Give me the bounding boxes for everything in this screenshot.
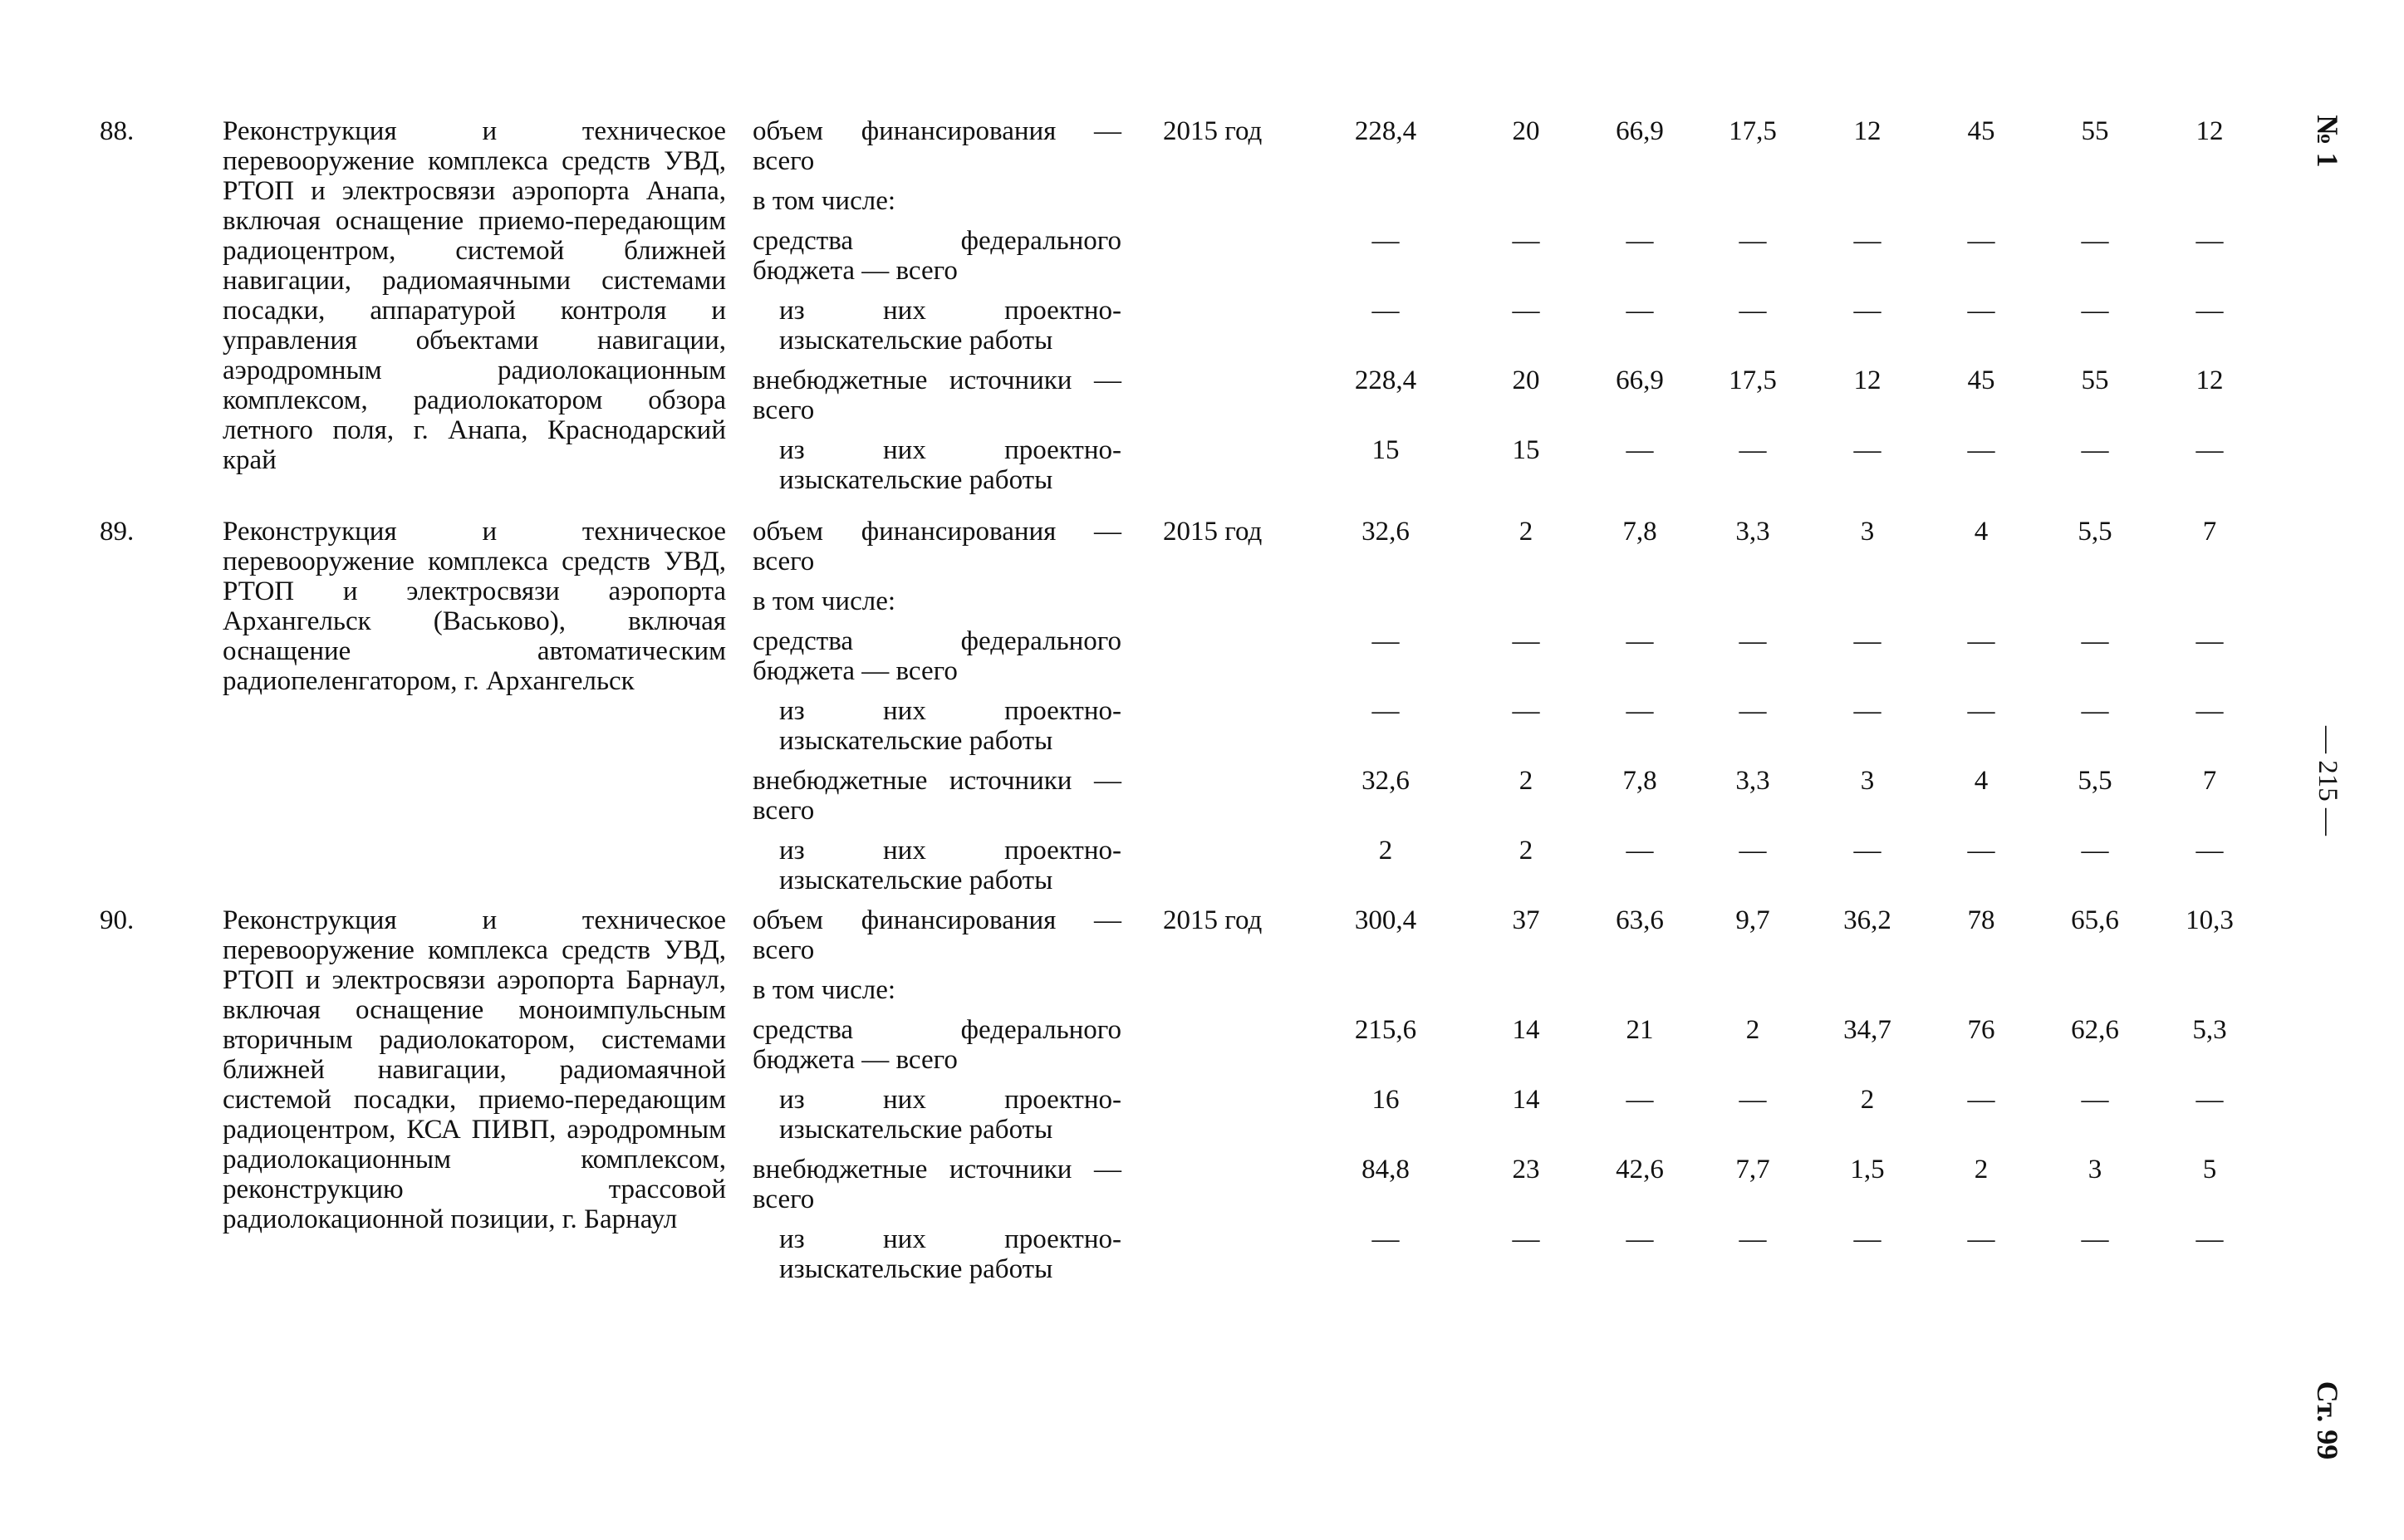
value-cell: 9,7	[1735, 905, 1770, 935]
value-cell: —	[1512, 226, 1540, 256]
value-cell: 215,6	[1354, 1015, 1417, 1045]
value-cell: —	[2081, 626, 2109, 656]
value-cell: —	[2195, 435, 2224, 465]
value-cell: 65,6	[2071, 905, 2119, 935]
value-cell: 23	[1512, 1155, 1540, 1184]
entry-number: 89.	[100, 517, 135, 547]
value-cell: —	[1967, 1224, 1995, 1254]
indicator-label: в том числе:	[753, 975, 896, 1005]
value-cell: —	[1626, 836, 1654, 866]
page-number: — 215 —	[2313, 726, 2343, 836]
value-cell: —	[2195, 226, 2224, 256]
value-cell: 36,2	[1843, 905, 1891, 935]
value-cell: 2	[1974, 1155, 1989, 1184]
value-cell: 12	[2195, 116, 2224, 146]
value-cell: 5,5	[2078, 766, 2112, 796]
entry-year: 2015 год	[1163, 116, 1263, 146]
article-number: Ст. 99	[2311, 1381, 2344, 1460]
value-cell: 62,6	[2071, 1015, 2119, 1045]
value-cell: 2	[1518, 836, 1533, 866]
value-cell: —	[1853, 296, 1881, 326]
indicator-label: объем финансирования — всего	[753, 116, 1121, 176]
value-cell: 37	[1512, 905, 1540, 935]
value-cell: —	[1512, 696, 1540, 726]
value-cell: 20	[1512, 365, 1540, 395]
value-cell: —	[1626, 1224, 1654, 1254]
value-cell: —	[2081, 435, 2109, 465]
value-cell: 7,8	[1622, 766, 1657, 796]
value-cell: —	[2195, 296, 2224, 326]
value-cell: —	[1626, 296, 1654, 326]
value-cell: 45	[1967, 365, 1995, 395]
value-cell: —	[2081, 696, 2109, 726]
value-cell: 5,5	[2078, 517, 2112, 547]
value-cell: 12	[1853, 365, 1881, 395]
value-cell: —	[1371, 626, 1400, 656]
entry-number: 90.	[100, 905, 135, 935]
value-cell: 63,6	[1616, 905, 1664, 935]
value-cell: —	[1371, 296, 1400, 326]
value-cell: 5,3	[2192, 1015, 2227, 1045]
value-cell: 66,9	[1616, 365, 1664, 395]
value-cell: —	[1739, 296, 1767, 326]
issue-number: № 1	[2311, 115, 2344, 168]
indicator-subrow-label: из них проектно-изыскательские работы	[779, 696, 1121, 756]
indicator-label: объем финансирования — всего	[753, 517, 1121, 576]
entry-number: 88.	[100, 116, 135, 146]
value-cell: —	[1739, 226, 1767, 256]
value-cell: —	[1967, 435, 1995, 465]
value-cell: —	[1626, 626, 1654, 656]
value-cell: 2	[1518, 766, 1533, 796]
value-cell: 300,4	[1354, 905, 1417, 935]
value-cell: 10,3	[2186, 905, 2234, 935]
value-cell: —	[1967, 696, 1995, 726]
value-cell: 3,3	[1735, 766, 1770, 796]
value-cell: 7,7	[1735, 1155, 1770, 1184]
entry-description: Реконструкция и техническое перевооружение комплекса средств УВД, РТОП и электросвязи аэропорта Анапа, включая оснащение приемо-передающим радиоцентром, системой ближней навигации, радиомаячными системами посадки, аппаратурой контроля и управления объектами навигации, аэродромным радиолокационным комплексом, радиолокатором обзора летного поля, г. Анапа, Краснодарский край	[223, 116, 726, 475]
value-cell: 15	[1512, 435, 1540, 465]
value-cell: 55	[2081, 365, 2109, 395]
value-cell: —	[1853, 626, 1881, 656]
value-cell: —	[1739, 435, 1767, 465]
value-cell: —	[2195, 1085, 2224, 1115]
value-cell: 17,5	[1729, 116, 1777, 146]
value-cell: 3	[1860, 766, 1875, 796]
value-cell: 21	[1626, 1015, 1654, 1045]
value-cell: —	[1626, 696, 1654, 726]
value-cell: —	[1739, 626, 1767, 656]
value-cell: —	[2081, 836, 2109, 866]
value-cell: —	[2195, 626, 2224, 656]
value-cell: 16	[1371, 1085, 1400, 1115]
value-cell: 5	[2202, 1155, 2217, 1184]
value-cell: 14	[1512, 1015, 1540, 1045]
value-cell: 228,4	[1354, 365, 1417, 395]
value-cell: —	[1739, 1224, 1767, 1254]
value-cell: 14	[1512, 1085, 1540, 1115]
indicator-label: внебюджетные источники — всего	[753, 365, 1121, 425]
value-cell: —	[1739, 1085, 1767, 1115]
value-cell: —	[1739, 836, 1767, 866]
value-cell: —	[2195, 836, 2224, 866]
indicator-subrow-label: из них проектно-изыскательские работы	[779, 1085, 1121, 1145]
value-cell: —	[2195, 696, 2224, 726]
value-cell: —	[1739, 696, 1767, 726]
value-cell: —	[2081, 1085, 2109, 1115]
value-cell: 15	[1371, 435, 1400, 465]
value-cell: —	[1967, 836, 1995, 866]
entry-year: 2015 год	[1163, 517, 1263, 547]
value-cell: 42,6	[1616, 1155, 1664, 1184]
value-cell: 12	[2195, 365, 2224, 395]
value-cell: 76	[1967, 1015, 1995, 1045]
value-cell: 2	[1745, 1015, 1760, 1045]
value-cell: —	[1853, 696, 1881, 726]
indicator-subrow-label: из них проектно-изыскательские работы	[779, 836, 1121, 895]
value-cell: —	[1853, 226, 1881, 256]
value-cell: —	[1371, 1224, 1400, 1254]
indicator-subrow-label: из них проектно-изыскательские работы	[779, 1224, 1121, 1284]
value-cell: 20	[1512, 116, 1540, 146]
indicator-label: внебюджетные источники — всего	[753, 766, 1121, 826]
value-cell: —	[1512, 626, 1540, 656]
value-cell: 2	[1378, 836, 1393, 866]
value-cell: 32,6	[1361, 517, 1410, 547]
value-cell: —	[1853, 1224, 1881, 1254]
value-cell: —	[1626, 1085, 1654, 1115]
indicator-label: средства федерального бюджета — всего	[753, 226, 1121, 286]
value-cell: 66,9	[1616, 116, 1664, 146]
value-cell: 45	[1967, 116, 1995, 146]
value-cell: 84,8	[1361, 1155, 1410, 1184]
value-cell: —	[1967, 296, 1995, 326]
value-cell: —	[1967, 226, 1995, 256]
value-cell: 228,4	[1354, 116, 1417, 146]
indicator-label: внебюджетные источники — всего	[753, 1155, 1121, 1214]
value-cell: 7	[2202, 766, 2217, 796]
value-cell: 7,8	[1622, 517, 1657, 547]
value-cell: 17,5	[1729, 365, 1777, 395]
indicator-label: в том числе:	[753, 586, 896, 616]
entry-year: 2015 год	[1163, 905, 1263, 935]
value-cell: 3,3	[1735, 517, 1770, 547]
entry-description: Реконструкция и техническое перевооружение комплекса средств УВД, РТОП и электросвязи аэропорта Барнаул, включая оснащение моноимпульсным вторичным радиолокатором, системами ближней навигации, радиомаячной системой посадки, приемо-передающим радиоцентром, КСА ПИВП, аэродромным радиолокационным комплексом, реконструкцию трассовой радиолокационной позиции, г. Барнаул	[223, 905, 726, 1234]
indicator-subrow-label: из них проектно-изыскательские работы	[779, 435, 1121, 495]
indicator-label: средства федерального бюджета — всего	[753, 626, 1121, 686]
value-cell: —	[2081, 1224, 2109, 1254]
value-cell: 7	[2202, 517, 2217, 547]
value-cell: 4	[1974, 766, 1989, 796]
value-cell: 1,5	[1850, 1155, 1885, 1184]
value-cell: 55	[2081, 116, 2109, 146]
value-cell: 32,6	[1361, 766, 1410, 796]
value-cell: 78	[1967, 905, 1995, 935]
value-cell: —	[1371, 696, 1400, 726]
value-cell: 3	[2088, 1155, 2102, 1184]
value-cell: —	[1626, 435, 1654, 465]
value-cell: —	[1967, 1085, 1995, 1115]
indicator-label: объем финансирования — всего	[753, 905, 1121, 965]
value-cell: —	[1371, 226, 1400, 256]
value-cell: —	[1967, 626, 1995, 656]
value-cell: 2	[1860, 1085, 1875, 1115]
value-cell: 3	[1860, 517, 1875, 547]
value-cell: 34,7	[1843, 1015, 1891, 1045]
indicator-label: в том числе:	[753, 186, 896, 216]
value-cell: —	[2081, 296, 2109, 326]
indicator-subrow-label: из них проектно-изыскательские работы	[779, 296, 1121, 356]
value-cell: —	[1512, 296, 1540, 326]
entry-description: Реконструкция и техническое перевооружение комплекса средств УВД, РТОП и электросвязи аэропорта Архангельск (Васьково), включая оснащение автоматическим радиопеленгатором, г. Архангельск	[223, 517, 726, 696]
value-cell: —	[2081, 226, 2109, 256]
value-cell: —	[1512, 1224, 1540, 1254]
value-cell: —	[1853, 836, 1881, 866]
value-cell: 2	[1518, 517, 1533, 547]
value-cell: —	[1626, 226, 1654, 256]
value-cell: —	[2195, 1224, 2224, 1254]
value-cell: 12	[1853, 116, 1881, 146]
value-cell: —	[1853, 435, 1881, 465]
indicator-label: средства федерального бюджета — всего	[753, 1015, 1121, 1075]
value-cell: 4	[1974, 517, 1989, 547]
